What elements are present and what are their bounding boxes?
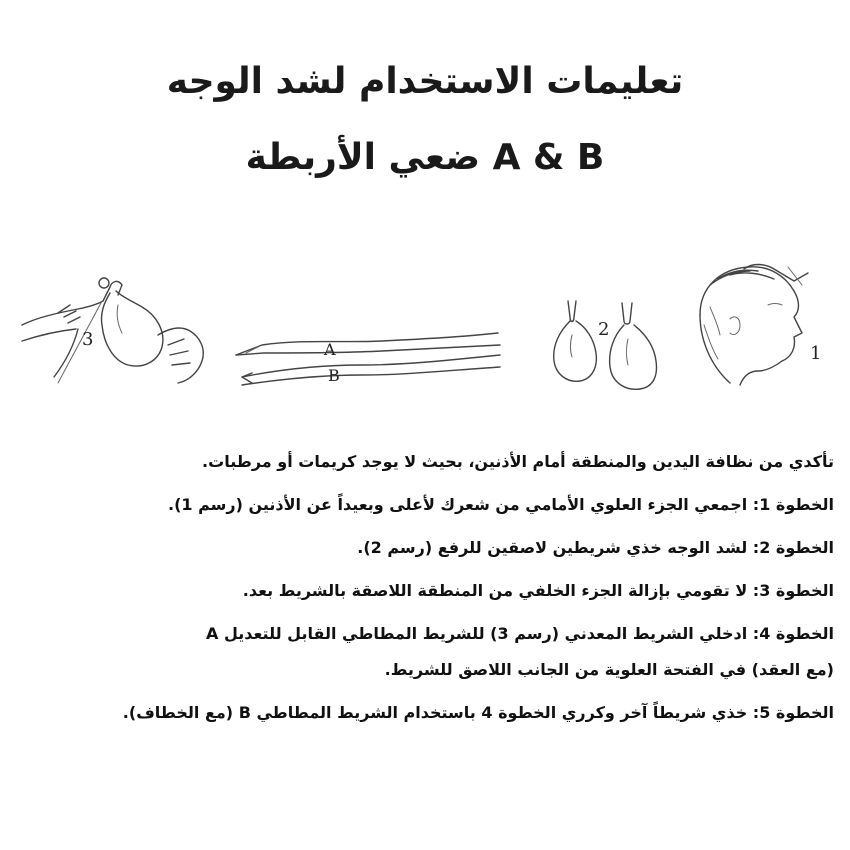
figure-1-head-illustration <box>690 255 830 395</box>
illustration-strip <box>0 255 850 405</box>
instructions-list <box>14 452 834 746</box>
tape-b-label: B <box>328 366 340 385</box>
tapes-a-b-illustration <box>232 325 504 387</box>
instruction-step-3: الخطوة 3: لا تقومي بإزالة الجزء الخلفي من المنطقة اللاصقة بالشريط بعد. <box>242 581 834 600</box>
instruction-step-4-line-1: الخطوة 4: ادخلي الشريط المعدني (رسم 3) للشريط المطاطي القابل للتعديل A <box>206 624 834 643</box>
figure-2-tapes-illustration <box>548 295 663 395</box>
instruction-intro: تأكدي من نظافة اليدين والمنطقة أمام الأذنين، بحيث لا يوجد كريمات أو مرطبات. <box>202 452 834 471</box>
figure-1-number: 1 <box>810 343 822 364</box>
instruction-step-1: الخطوة 1: اجمعي الجزء العلوي الأمامي من شعرك لأعلى وبعيداً عن الأذنين (رسم 1). <box>167 495 834 514</box>
figure-3-hands-illustration <box>18 265 218 395</box>
instruction-step-4-line-2: (مع العقد) في الفتحة العلوية من الجانب اللاصق للشريط. <box>384 660 834 679</box>
page-title: تعليمات الاستخدام لشد الوجه <box>166 61 684 102</box>
tape-a-label: A <box>324 340 336 359</box>
figure-3-number: 3 <box>82 329 94 350</box>
instruction-step-2: الخطوة 2: لشد الوجه خذي شريطين لاصقين للرفع (رسم 2). <box>357 538 834 557</box>
instruction-step-5: الخطوة 5: خذي شريطاً آخر وكرري الخطوة 4 باستخدام الشريط المطاطي B (مع الخطاف). <box>122 703 834 722</box>
page-subtitle: ضعي الأربطة A & B <box>245 137 605 178</box>
figure-2-number: 2 <box>598 319 610 340</box>
